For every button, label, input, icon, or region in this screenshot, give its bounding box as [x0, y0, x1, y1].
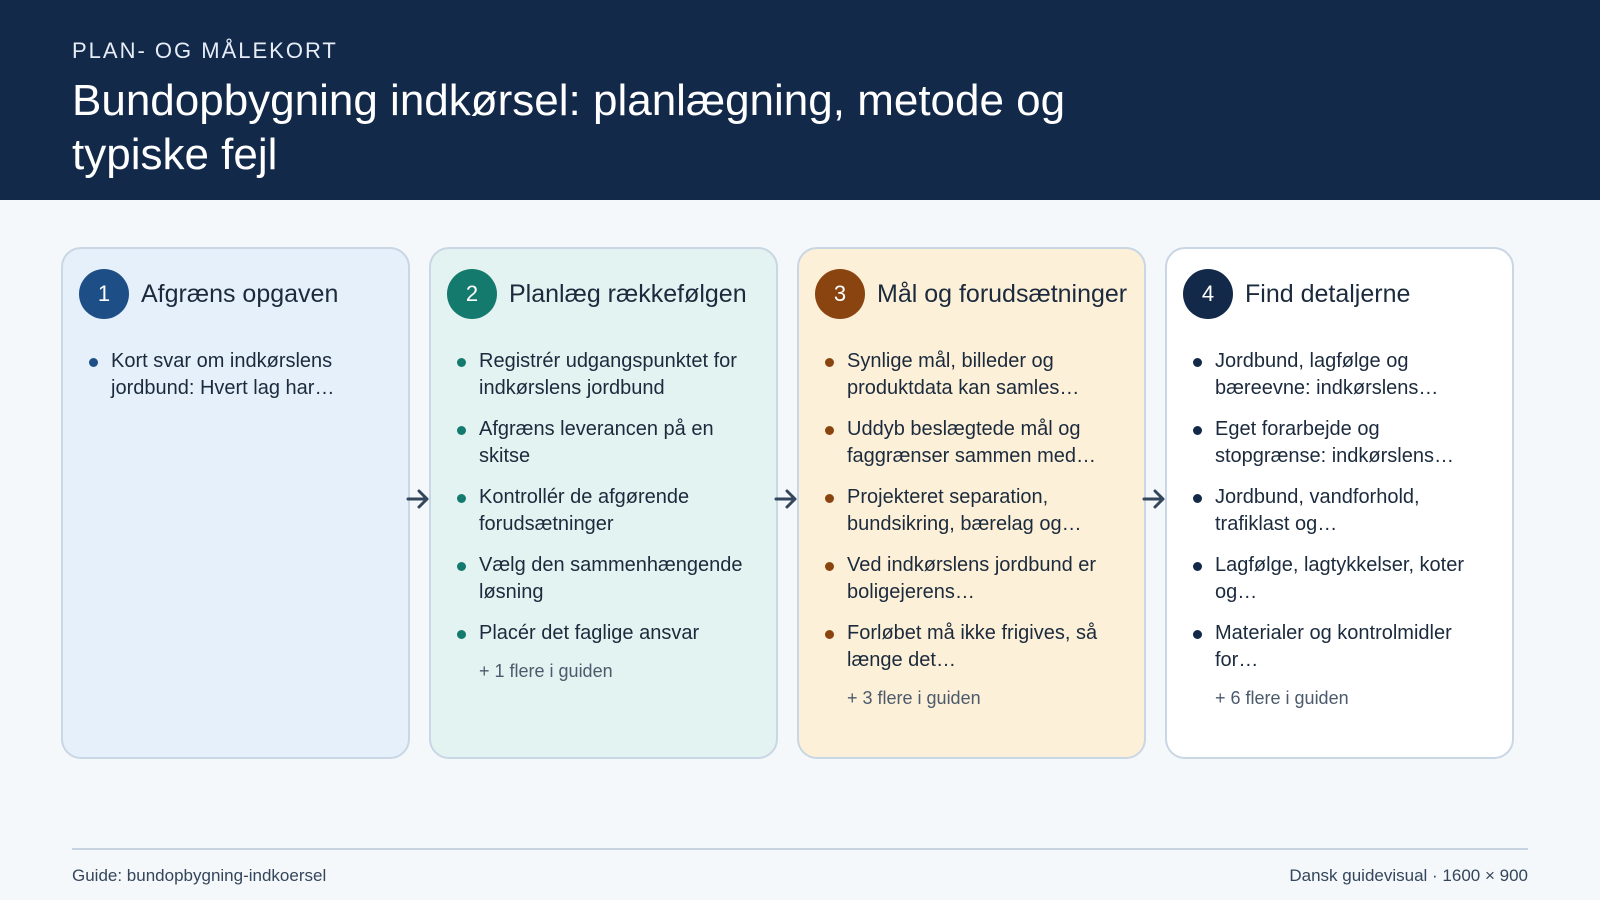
step-item-list — [79, 348, 392, 402]
step-number-badge: 3 — [815, 269, 865, 319]
page-title: Bundopbygning indkørsel: planlægning, metode og typiske fejl — [72, 76, 1066, 179]
step-card-header — [815, 268, 1128, 320]
list-item-text: Registrér udgangspunktet for indkørslens jordbund — [479, 350, 737, 399]
bullet-icon — [1193, 494, 1202, 503]
list-item-text: Projekteret separation, bundsikring, bærelag og… — [847, 486, 1082, 535]
step-card-header — [447, 268, 760, 320]
more-in-guide-link[interactable]: + 3 flere i guiden — [847, 688, 981, 708]
list-item — [825, 552, 1128, 606]
list-item — [825, 348, 1128, 402]
header-banner — [0, 0, 1600, 200]
list-item — [457, 552, 760, 606]
bullet-icon — [825, 358, 834, 367]
footer-guide-slug: Guide: bundopbygning-indkoersel — [72, 866, 327, 885]
arrow-right-icon — [1141, 485, 1168, 513]
bullet-icon — [457, 358, 466, 367]
list-item-text: Uddyb beslægtede mål og faggrænser sammen med… — [847, 418, 1096, 467]
list-item — [457, 484, 760, 538]
list-item — [457, 620, 760, 647]
footer-caption: Dansk guidevisual · 1600 × 900 — [1289, 866, 1528, 885]
bullet-icon — [825, 494, 834, 503]
bullet-icon — [825, 426, 834, 435]
bullet-icon — [825, 630, 834, 639]
bullet-icon — [457, 494, 466, 503]
list-item-text: Kontrollér de afgørende forudsætninger — [479, 486, 690, 535]
bullet-icon — [1193, 358, 1202, 367]
list-item-text: Jordbund, lagfølge og bæreevne: indkørslens… — [1215, 350, 1439, 399]
bullet-icon — [1193, 426, 1202, 435]
list-item — [1193, 552, 1496, 606]
list-item — [825, 484, 1128, 538]
step-title: Planlæg rækkefølgen — [509, 279, 747, 308]
step-title: Find detaljerne — [1245, 279, 1411, 308]
bullet-icon — [457, 426, 466, 435]
bullet-icon — [1193, 630, 1202, 639]
bullet-icon — [89, 358, 98, 367]
list-item-text: Kort svar om indkørslens jordbund: Hvert lag har… — [111, 350, 335, 399]
list-item — [1193, 620, 1496, 674]
step-card-2 — [429, 247, 778, 759]
step-number-badge: 4 — [1183, 269, 1233, 319]
step-card-3 — [797, 247, 1146, 759]
list-item-text: Forløbet må ikke frigives, så længe det… — [847, 622, 1098, 671]
step-title: Afgræns opgaven — [141, 279, 339, 308]
arrow-right-icon — [405, 485, 432, 513]
list-item-text: Lagfølge, lagtykkelser, koter og… — [1215, 554, 1465, 603]
list-item-text: Ved indkørslens jordbund er boligejerens… — [847, 554, 1097, 603]
step-card-1 — [61, 247, 410, 759]
list-item-text: Placér det faglige ansvar — [479, 622, 700, 644]
footer-divider — [72, 848, 1528, 850]
list-item-text: Afgræns leverancen på en skitse — [479, 418, 714, 467]
list-item — [1193, 416, 1496, 470]
bullet-icon — [457, 562, 466, 571]
list-item-text: Vælg den sammenhængende løsning — [479, 554, 743, 603]
more-in-guide-link[interactable]: + 6 flere i guiden — [1215, 688, 1349, 708]
step-item-list — [447, 348, 760, 647]
list-item — [825, 620, 1128, 674]
step-card-4 — [1165, 247, 1514, 759]
list-item — [457, 348, 760, 402]
bullet-icon — [825, 562, 834, 571]
list-item — [1193, 348, 1496, 402]
step-item-list — [815, 348, 1128, 674]
list-item-text: Eget forarbejde og stopgrænse: indkørslens… — [1215, 418, 1454, 467]
step-card-header — [1183, 268, 1496, 320]
list-item — [457, 416, 760, 470]
list-item-text: Jordbund, vandforhold, trafiklast og… — [1215, 486, 1420, 535]
step-item-list — [1183, 348, 1496, 674]
bullet-icon — [457, 630, 466, 639]
more-in-guide-link[interactable]: + 1 flere i guiden — [479, 661, 613, 681]
bullet-icon — [1193, 562, 1202, 571]
list-item-text: Synlige mål, billeder og produktdata kan samles… — [847, 350, 1080, 399]
step-number-badge: 2 — [447, 269, 497, 319]
list-item — [825, 416, 1128, 470]
step-number-badge: 1 — [79, 269, 129, 319]
list-item-text: Materialer og kontrolmidler for… — [1215, 622, 1452, 671]
step-title: Mål og forudsætninger — [877, 279, 1128, 308]
header-kicker: PLAN- OG MÅLEKORT — [72, 38, 338, 63]
step-cards — [61, 247, 1541, 759]
arrow-right-icon — [773, 485, 800, 513]
list-item — [89, 348, 392, 402]
list-item — [1193, 484, 1496, 538]
step-card-header — [79, 268, 392, 320]
